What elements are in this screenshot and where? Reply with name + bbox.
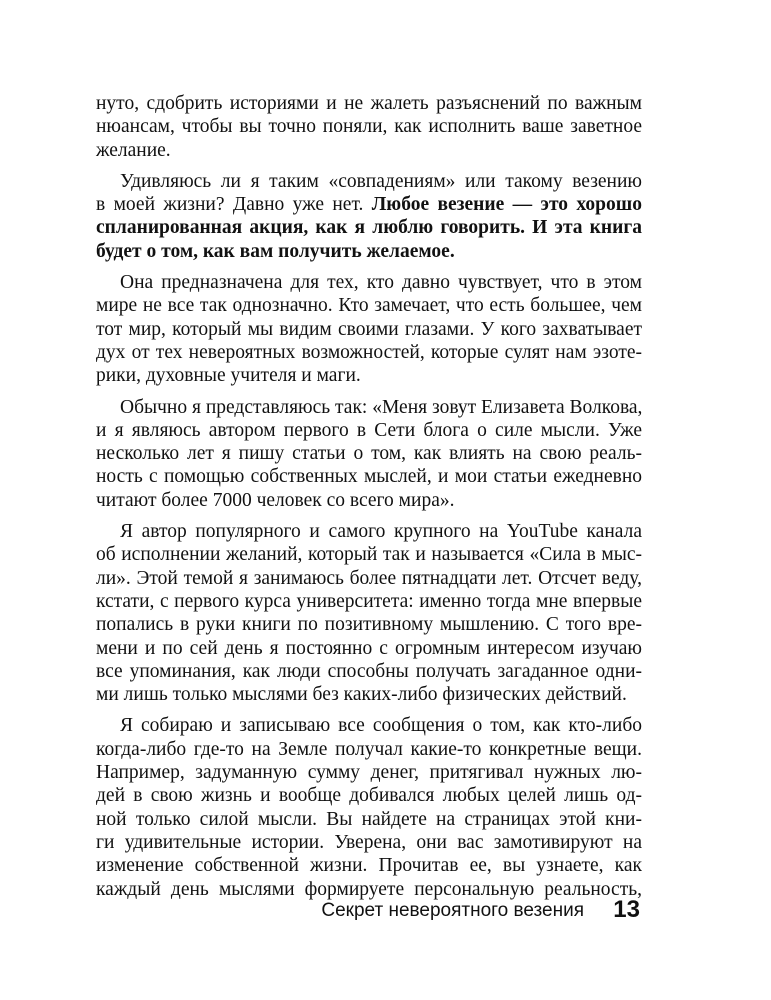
paragraph-5 [96,520,642,706]
text-line: несколько лет я пишу статьи о том, как влиять на свою реаль- [96,443,642,465]
paragraph-2 [96,170,642,263]
paragraph-3 [96,271,642,387]
text-line: желание. [96,139,171,161]
text-line: ли». Этой темой я занимаюсь более пятнадцати лет. Отсчет веду, [96,567,642,589]
running-title: Секрет невероятного везения [321,900,584,921]
text-line: тот мир, который мы видим своими глазами. У кого захватывает [96,318,642,340]
text-line: нюансам, чтобы вы точно поняли, как исполнить ваше заветное [96,116,642,138]
text-line: кстати, с первого курса университета: именно тогда мне впервые [96,590,642,612]
text-line: мире не все так однозначно. Кто замечает, что есть большее, чем [96,295,642,317]
text-line: нуто, сдобрить историями и не жалеть разъяснений по важным [96,93,642,114]
text-line: об исполнении желаний, который так и называется «Сила в мыс- [96,544,642,566]
text-line: Удивляюсь ли я таким «совпадениям» или такому везению [120,170,642,192]
text-line: все упоминания, как люди способны получать загаданное одни- [96,660,642,682]
text-line: ми лишь только мыслями без каких-либо физических действий. [96,684,627,706]
text-line: ги удивительные истории. Уверена, они вас замотивируют на [96,831,642,853]
text-line: Я собираю и записываю все сообщения о том, как кто-либо [120,715,642,737]
text-line: мени и по сей день я постоянно с огромным интересом изучаю [96,637,642,659]
text-line: читают более 7000 человек со всего мира». [96,489,455,511]
text-line: Я автор популярного и самого крупного на YouTube канала [120,521,642,543]
page-footer [96,896,642,924]
text-line: изменение собственной жизни. Прочитав ее, вы узнаете, как [96,855,642,877]
text-line: Например, задуманную сумму денег, притягивал нужных лю- [96,762,642,784]
paragraph-4 [96,396,642,512]
text-line: и я являюсь автором первого в Сети блога о силе мысли. Уже [96,419,642,441]
text-run: в моей жизни? Давно уже нет. [96,194,372,216]
text-line: ность с помощью собственных мыслей, и мои статьи ежедневно [96,466,642,488]
bold-text-line: будет о том, как вам получить желаемое. [96,240,455,262]
text-line: попались в руки книги по позитивному мышлению. С того вре- [96,614,642,636]
text-line: дей в свою жизнь и вообще добивался любых целей лишь од- [96,785,642,807]
text-line: Она предназначена для тех, кто давно чувствует, что в этом [120,272,642,294]
text-line: когда-либо где-то на Земле получал какие-то конкретные вещи. [96,738,642,760]
page-number: 13 [613,896,640,923]
text-line: каждый день мыслями формируете персональную реальность, [96,878,642,900]
text-line-mixed [96,193,642,216]
page-body [96,92,642,909]
text-line: ной только силой мысли. Вы найдете на страницах этой кни- [96,808,642,830]
bold-text-line: спланированная акция, как я люблю говорить. И эта книга [96,217,642,239]
paragraph-6 [96,714,642,900]
bold-text-run: Любое везение — это хорошо [371,194,642,216]
text-line: рики, духовные учителя и маги. [96,365,361,387]
text-line: дух от тех невероятных возможностей, которые сулят нам эзоте- [96,341,642,363]
text-line: Обычно я представляюсь так: «Меня зовут Елизавета Волкова, [120,396,643,418]
paragraph-1 [96,92,642,162]
